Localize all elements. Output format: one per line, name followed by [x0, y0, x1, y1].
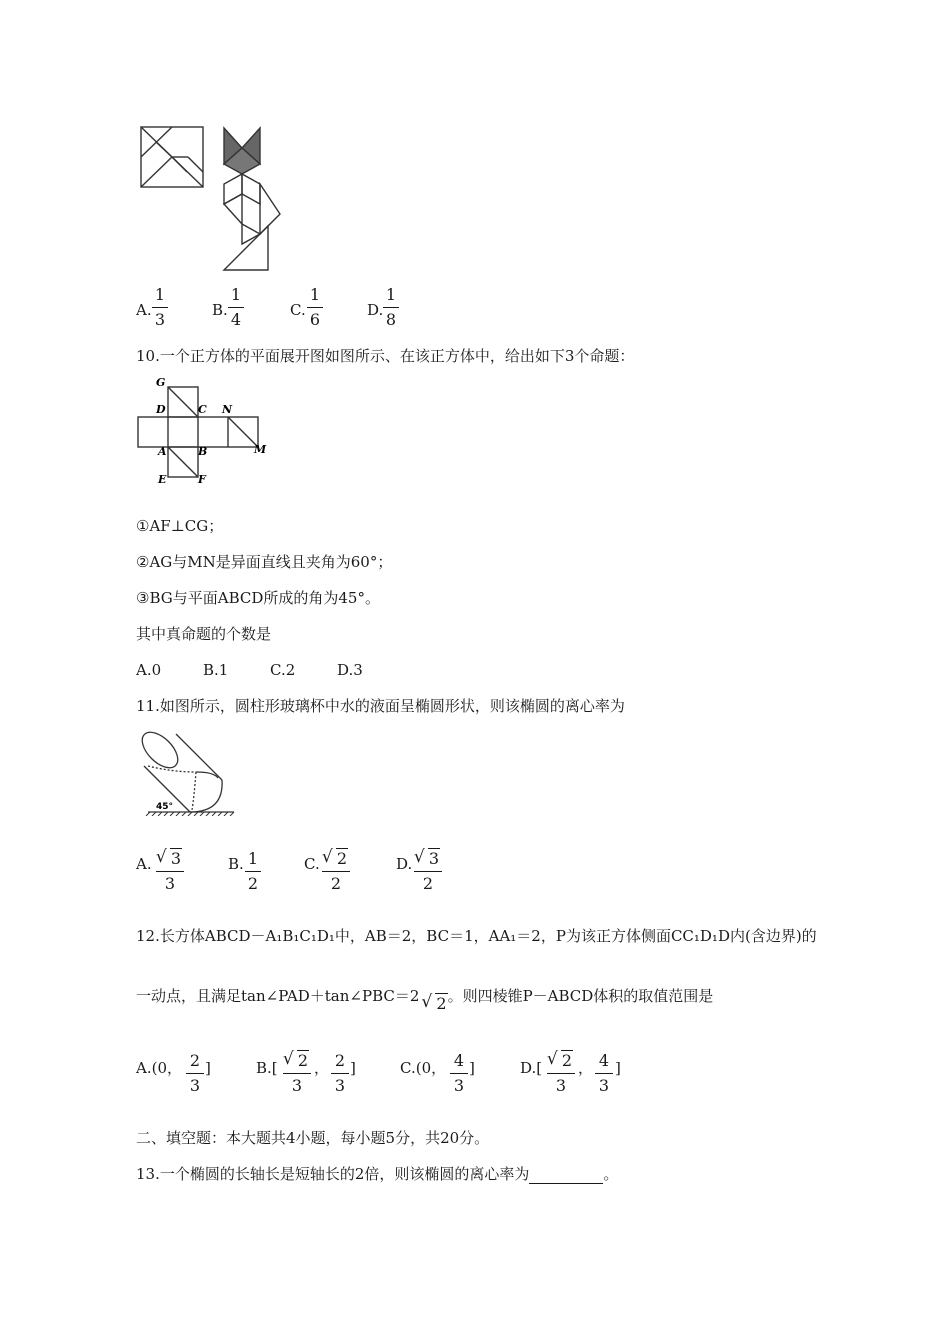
- tilted-glass-figure: [134, 728, 238, 816]
- q12-option-d-sep: ，: [578, 1059, 594, 1077]
- q12-option-c-fraction: 4 3: [450, 1050, 468, 1097]
- label-c: C: [198, 403, 207, 416]
- q12-stem-part-a: 一动点，且满足tan∠PAD＋tan∠PBC＝2: [136, 987, 420, 1005]
- label-b: B: [198, 445, 208, 458]
- q11-option-c-label[interactable]: C.: [304, 855, 320, 873]
- q9-option-d-fraction: 1 8: [383, 284, 399, 331]
- q12-sqrt: √ 2: [423, 994, 447, 1014]
- q12-stem-line2: [136, 986, 714, 1013]
- q10-option-b[interactable]: B.1: [203, 661, 229, 679]
- q12-option-d-fraction-1: √ 2 3: [547, 1050, 575, 1097]
- q11-option-a-fraction: √ 3 3: [156, 848, 184, 895]
- q10-proposition-2: ②AG与MN是异面直线且夹角为60°；: [136, 553, 393, 571]
- q10-option-c[interactable]: C.2: [270, 661, 296, 679]
- q12-option-b-fraction-1: √ 2 3: [283, 1050, 311, 1097]
- q11-option-d-fraction: √ 3 2: [414, 848, 442, 895]
- label-g: G: [156, 376, 166, 389]
- q12-option-a-close: ]: [205, 1059, 211, 1077]
- label-e: E: [158, 473, 167, 486]
- q12-option-a-label[interactable]: A.(0，: [136, 1059, 182, 1077]
- q12-option-b-sep: ，: [314, 1059, 330, 1077]
- q12-option-d-close: ]: [615, 1059, 621, 1077]
- q12-option-d-fraction-2: 4 3: [595, 1050, 613, 1097]
- q12-stem-line1: 12.长方体ABCD－A₁B₁C₁D₁中，AB＝2，BC＝1，AA₁＝2，P为该正方体侧面CC₁D₁D内(含边界)的: [136, 927, 817, 945]
- q9-option-c-fraction: 1 6: [307, 284, 323, 331]
- q13-answer-blank[interactable]: [529, 1169, 603, 1184]
- q12-option-d-label[interactable]: D.[: [520, 1059, 543, 1077]
- section-2-heading: 二、填空题：本大题共4小题，每小题5分，共20分。: [136, 1129, 490, 1147]
- q9-option-b-fraction: 1 4: [228, 284, 244, 331]
- q11-option-a-label[interactable]: A.: [136, 855, 152, 873]
- q10-stem: 10.一个正方体的平面展开图如图所示、在该正方体中，给出如下3个命题：: [136, 347, 635, 365]
- q12-option-b-label[interactable]: B.[: [256, 1059, 278, 1077]
- q9-option-b-label[interactable]: B.: [212, 301, 228, 319]
- angle-label: 45°: [156, 802, 174, 812]
- q12-option-b-fraction-2: 2 3: [331, 1050, 349, 1097]
- q10-option-d[interactable]: D.3: [337, 661, 363, 679]
- q10-option-a[interactable]: A.0: [136, 661, 162, 679]
- q11-option-d-label[interactable]: D.: [396, 855, 413, 873]
- q11-option-c-fraction: √ 2 2: [322, 848, 350, 895]
- tangram-square-figure: [140, 126, 204, 188]
- q13-line: [136, 1164, 618, 1184]
- q12-option-c-label[interactable]: C.(0，: [400, 1059, 447, 1077]
- q9-option-a-label[interactable]: A.: [136, 301, 152, 319]
- q9-option-c-label[interactable]: C.: [290, 301, 306, 319]
- label-d: D: [156, 403, 166, 416]
- label-f: F: [198, 473, 206, 486]
- q11-stem: 11.如图所示，圆柱形玻璃杯中水的液面呈椭圆形状，则该椭圆的离心率为: [136, 697, 625, 715]
- q10-ask: 其中真命题的个数是: [136, 625, 272, 643]
- q9-option-d-label[interactable]: D.: [367, 301, 384, 319]
- label-n: N: [222, 403, 233, 416]
- q9-option-a-fraction: 1 3: [152, 284, 168, 331]
- cube-net-figure: [136, 375, 272, 487]
- q13-tail: 。: [603, 1165, 619, 1183]
- q11-option-b-fraction: 1 2: [245, 848, 261, 895]
- q12-option-a-fraction: 2 3: [186, 1050, 204, 1097]
- q12-option-b-close: ]: [350, 1059, 356, 1077]
- q12-option-c-close: ]: [469, 1059, 475, 1077]
- q11-option-b-label[interactable]: B.: [228, 855, 244, 873]
- q13-stem: 13.一个椭圆的长轴长是短轴长的2倍，则该椭圆的离心率为: [136, 1165, 530, 1183]
- q10-proposition-1: ①AF⊥CG；: [136, 517, 224, 535]
- tangram-figure: [222, 126, 284, 272]
- label-a: A: [158, 445, 167, 458]
- label-m: M: [254, 443, 267, 456]
- q10-proposition-3: ③BG与平面ABCD所成的角为45°。: [136, 589, 380, 607]
- q12-stem-part-b: 。则四棱锥P－ABCD体积的取值范围是: [447, 987, 714, 1005]
